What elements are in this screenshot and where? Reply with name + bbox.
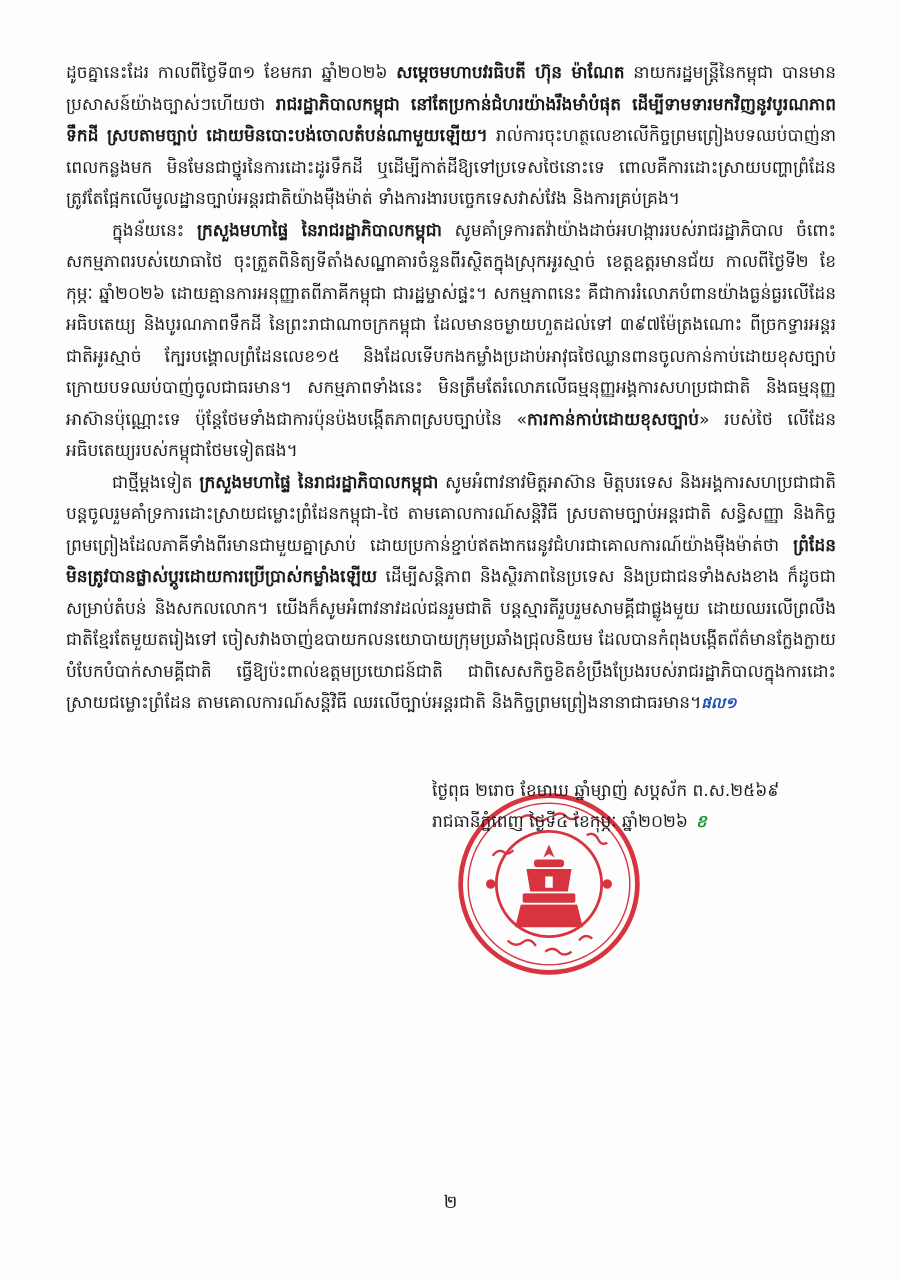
solar-date xyxy=(432,807,852,838)
paragraph-1-text-2: នាយករដ្ឋមន្ត្រីនៃកម្ពុជា បានមានប្រសាសន៍យ៉ាងច្បាស់ៗហើយថា xyxy=(66,63,836,115)
paragraph-1 xyxy=(66,58,836,216)
illegal-occupation-phrase: ការកាន់កាប់ដោយខុសច្បាប់ xyxy=(527,409,700,430)
page-number: ២ xyxy=(443,1192,458,1213)
paragraph-2-text-2: សូមគាំទ្រការតវ៉ាយ៉ាងដាច់អហង្ការរបស់រាជរដ្ឋាភិបាល ចំពោះសកម្មភាពរបស់យោធាថៃ ចុះត្រួតពិនិត្យទីតាំងសណ្ឋាគារចំនួនពីរស្ថិតក្នុងស្រុកអូរស្មាច់ ខេត្តឧត្តរមានជ័យ កាលពីថ្ងៃទី២ ខែកុម្ភៈ ឆ្នាំ២០២៦ ដោយគ្មានការអនុញ្ញាតពីភាគីកម្ពុជា ជារដ្ឋម្ចាស់ផ្ទះ។ សកម្មភាពនេះ គឺជាការរំលោភបំពានយ៉ាងធ្ងន់ធ្ងរលើដែនអធិបតេយ្យ និងបូរណភាពទឹកដី នៃព្រះរាជាណាចក្រកម្ពុជា ដែលមានចម្ងាយហួតដល់ទៅ ៣៩៧ម៉ែត្រងណោះ ពីច្រកទ្វារអន្តរជាតិអូរស្មាច់ ក្បែរបង្គោលព្រំដែនលេខ១៥ និងដែលទើបកងកម្លាំងប្រដាប់អាវុធថៃឈ្លានពានចូលកាន់កាប់ដោយខុសច្បាប់ ក្រោយបទឈប់បាញ់ចូលជាធរមាន។ សកម្មភាពទាំងនេះ មិនត្រឹមតែរំលោភលើធម្មនុញ្ញអង្គការសហប្រជាជាតិ និងធម្មនុញ្ញអាស៊ានប៉ុណ្ណោះទេ ប៉ុន្តែថែមទាំងជាការប៉ុនប៉ងបង្កើតភាពស្របច្បាប់នៃ « xyxy=(66,220,836,430)
paragraph-3-text-3: ដើម្បីសន្តិភាព និងស្ថិរភាពនៃប្រទេស និងប្រជាជនទាំងសងខាង ក៏ដូចជាសម្រាប់តំបន់ និងសកលលោក។ យើងក៏សូមអំពាវនាវដល់ជនរួមជាតិ បន្តស្មារតីរួបរួមសាមគ្គីជាផ្លូងមួយ ដោយឈរលើព្រលឹងជាតិខ្មែរតែមួយតរៀងទៅ ចៀសវាងចាញ់ឧបាយកលនយោបាយក្រុមប្រឆាំងជ្រុលនិយម ដែលបានកំពុងបង្កើតព័ត៌មានក្លែងក្លាយ បំបែកបំបាក់សាមគ្គីជាតិ ធ្វើឱ្យប៉ះពាល់ឧត្តមប្រយោជន៍ជាតិ ជាពិសេសកិច្ចខិតខំប្រឹងប្រែងរបស់រាជរដ្ឋាភិបាលក្នុងការដោះស្រាយជម្លោះព្រំដែន តាមគោលការណ៍សន្តិវិធី ឈរលើច្បាប់អន្តរជាតិ និងកិច្ចព្រមព្រៀងនានាជាធរមាន។ xyxy=(66,567,836,713)
prime-minister-name: សម្តេចមហាបវរធិបតី ហ៊ុន ម៉ាណែត xyxy=(396,63,625,83)
date-block xyxy=(432,776,852,838)
paragraph-3-text-2: សូមអំពាវនាវមិត្តអាស៊ាន មិត្តបរទេស និងអង្គការសហប្រជាជាតិ បន្តចូលរួមគាំទ្រការដោះស្រាយជម្លោះព្រំដែនកម្ពុជា-ថៃ តាមគោលការណ៍សន្តិវិធី ស្របតាមច្បាប់អន្តរជាតិ សន្ធិសញ្ញា និងកិច្ចព្រមព្រៀងដែលភាគីទាំងពីរមានជាមួយគ្នាស្រាប់ ដោយប្រកាន់ខ្ជាប់ឥតងាករេនូវជំហរជាគោលការណ៍យ៉ាងម៉ឺងម៉ាត់ថា xyxy=(66,472,836,556)
paragraph-3 xyxy=(66,468,836,720)
ministry-name-2: ក្រសួងមហាផ្ទៃ នៃរាជរដ្ឋាភិបាលកម្ពុជា xyxy=(199,472,439,493)
paragraph-3-text-1: ជាថ្មីម្តងទៀត xyxy=(112,472,200,493)
government-position-statement: រាជរដ្ឋាភិបាលកម្ពុជា នៅតែប្រកាន់ជំហរយ៉ាងរឹងមាំបំផុត ដើម្បីទាមទារមកវិញនូវបូរណភាពទឹកដី ស្របតាមច្បាប់ ដោយមិនបោះបង់ចោលតំបន់ណាមួយឡើយ។ xyxy=(66,94,836,146)
paragraph-1-text-3: រាល់ការចុះហត្ថលេខាលើកិច្ចព្រមព្រៀងបទឈប់បាញ់នាពេលកន្លងមក មិនមែនជាថ្នូរនៃការដោះដូរទឹកដី ឬដើម្បីកាត់ដីឱ្យទៅប្រទេសថៃនោះទេ ពោលគឺការដោះស្រាយបញ្ហាព្រំដែន ត្រូវតែផ្អែកលើមូលដ្ឋានច្បាប់អន្តរជាតិយ៉ាងម៉ឺងម៉ាត់ ទាំងការងារបច្ចេកទេសវាស់វែង និងការគ្រប់គ្រង។ xyxy=(66,126,837,209)
paragraph-2 xyxy=(66,216,836,468)
paragraph-1-text-1: ដូចគ្នានេះដែរ កាលពីថ្ងៃទី៣១ ខែមករា ឆ្នាំ២០២៦ xyxy=(66,63,397,83)
border-principle-statement: ព្រំដែនមិនត្រូវបានផ្លាស់ប្តូរដោយការប្រើប្រាស់កម្លាំងឡើយ xyxy=(66,535,836,587)
paragraph-2-text-3: » របស់ថៃ លើដែនអធិបតេយ្យរបស់កម្ពុជាថែមទៀតផង។ xyxy=(66,409,837,461)
handwritten-initial: ផល១ xyxy=(701,694,737,712)
paragraph-2-text-1: ក្នុងន័យនេះ xyxy=(112,220,197,241)
date-handwritten-initial: ខ xyxy=(695,812,707,832)
lunar-date: ថ្ងៃពុធ ២រោច ខែមាឃ ឆ្នាំម្សាញ់ សប្តស័ក ព.ស.២៥៦៩ xyxy=(432,781,780,801)
solar-date-text: រាជធានីភ្នំពេញ ថ្ងៃទី៤ ខែកុម្ភៈ ឆ្នាំ២០២៦ xyxy=(432,812,688,832)
seal-emblem xyxy=(515,845,583,928)
ministry-name: ក្រសួងមហាផ្ទៃ នៃរាជរដ្ឋាភិបាលកម្ពុជា xyxy=(196,220,442,241)
document-body xyxy=(66,58,836,720)
